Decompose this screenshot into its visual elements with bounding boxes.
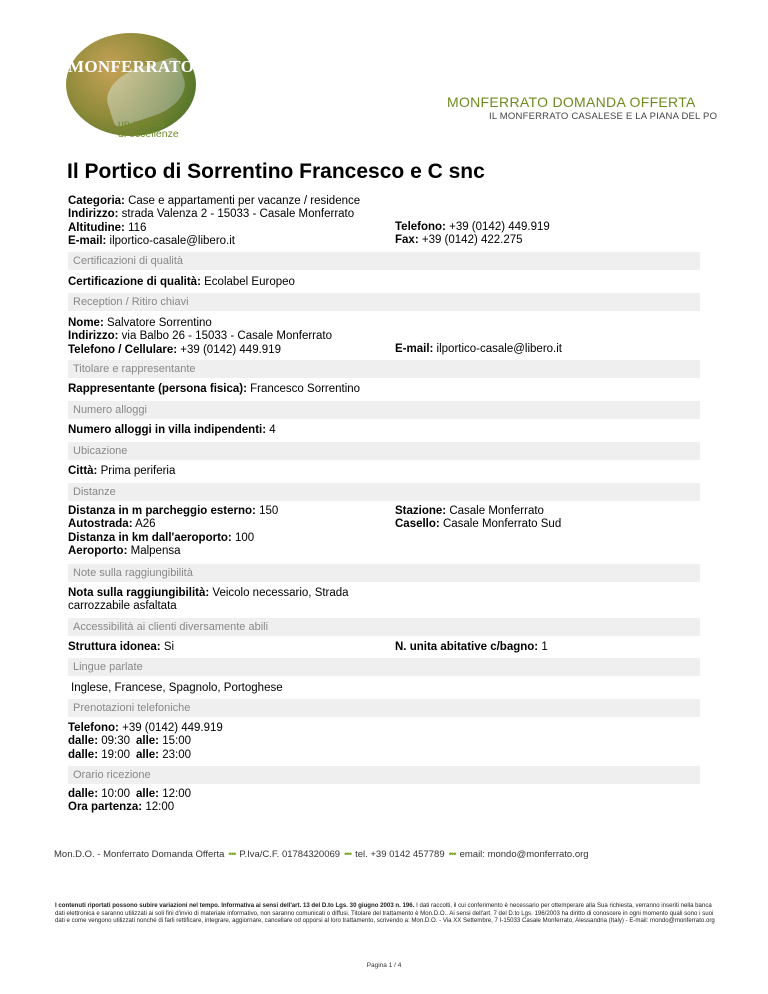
section-lingue: Lingue parlate — [68, 658, 700, 676]
citta-row: Città: Prima periferia — [68, 465, 176, 477]
info-block: Categoria: Case e appartamenti per vacanze / residence Indirizzo: strada Valenza 2 - 15033 - Casale Monferrato Altitudine: 116 E-mail: ilportico-casale@libero.it — [68, 195, 361, 247]
orario-block: dalle: 10:00 alle: 12:00 Ora partenza: 12:00 — [68, 788, 191, 814]
certificazione-row: Certificazione di qualità: Ecolabel Europeo — [68, 276, 295, 288]
alloggi-row: Numero alloggi in villa indipendenti: 4 — [68, 424, 276, 436]
section-reception: Reception / Ritiro chiavi — [68, 293, 700, 311]
page-title: Il Portico di Sorrentino Francesco e C snc — [67, 160, 485, 183]
indirizzo-value: strada Valenza 2 - 15033 - Casale Monferrato — [121, 208, 355, 221]
section-prenotazioni: Prenotazioni telefoniche — [68, 699, 700, 717]
logo-subtitle: un mondo di eccellenze — [118, 118, 179, 140]
telefono-value: +39 (0142) 449.919 — [449, 221, 550, 233]
section-ubicazione: Ubicazione — [68, 442, 700, 460]
bagno-row: N. unita abitative c/bagno: 1 — [395, 641, 548, 653]
privacy-disclaimer: I contenuti riportati possono subire variazioni nel tempo. Informativa ai sensi dell'art. 13 del D.to Lgs. 30 giugno 2003 n. 196. I dati raccolti, il cui conferimento è necessario per ottemperare alla Sua richiesta, verranno inseriti nella banca dati elettronica e saranno utilizzati ai soli fini d'invio di materiale informativo, non saranno comunicati o diffusi. Titolare del trattamento è Mon.D.O.. Ai sensi dell'art. 7 del D.to Lgs. 196/2003 ha diritto di conoscere in ogni momento quali sono i suoi dati e come vengono utilizzati nonché di farli rettificare, integrare, aggiornare, cancellare od opporsi al loro trattamento, scrivendo a: Mon.D.O. - Via XX Settembre, 7 I-15033 Casale Monferrato, Alessandria (Italy) - E-mail: mondo@monferrato.org — [55, 902, 715, 924]
arrow-icon: ••• — [344, 849, 352, 860]
page-number: Pagina 1 / 4 — [366, 962, 402, 969]
section-orario: Orario ricezione — [68, 766, 700, 784]
brand-subtitle: IL MONFERRATO CASALESE E LA PIANA DEL PO — [489, 111, 718, 122]
lingue-value: Inglese, Francese, Spagnolo, Portoghese — [71, 682, 283, 694]
brand-title: MONFERRATO DOMANDA OFFERTA — [447, 94, 696, 110]
section-distanze: Distanze — [68, 483, 700, 501]
section-certificazioni: Certificazioni di qualità — [68, 252, 700, 270]
fax-value: +39 (0142) 422.275 — [421, 234, 523, 247]
prenotazioni-block: Telefono: +39 (0142) 449.919 dalle: 09:30 alle: 15:00 dalle: 19:00 alle: 23:00 — [68, 722, 223, 761]
reception-email: E-mail: ilportico-casale@libero.it — [395, 343, 562, 355]
rappresentante-row: Rappresentante (persona fisica): Francesco Sorrentino — [68, 383, 361, 395]
section-raggiungibilita: Note sulla raggiungibilità — [68, 564, 700, 582]
arrow-icon: ••• — [228, 849, 236, 860]
distanze-block-right: Stazione: Casale Monferrato Casello: Casale Monferrato Sud — [395, 505, 562, 531]
prenotazioni-orario-2: dalle: 19:00 alle: 23:00 — [68, 748, 191, 761]
logo-title: MONFERRATO — [68, 57, 195, 76]
arrow-icon: ••• — [448, 849, 456, 860]
categoria-value: Case e appartamenti per vacanze / residence — [128, 195, 361, 207]
footer-contacts: Mon.D.O. - Monferrato Domanda Offerta ••• P.Iva/C.F. 01784320069 ••• tel. +39 0142 457789 ••• email: mondo@monferrato.org — [54, 849, 589, 860]
altitudine-value: 116 — [128, 221, 147, 234]
section-accessibilita: Accessibilità ai clienti diversamente abili — [68, 618, 700, 636]
reception-block: Nome: Salvatore Sorrentino Indirizzo: via Balbo 26 - 15033 - Casale Monferrato Telefono / Cellulare: +39 (0142) 449.919 — [68, 317, 332, 356]
email-value: ilportico-casale@libero.it — [109, 234, 235, 247]
section-titolare: Titolare e rappresentante — [68, 360, 700, 378]
prenotazioni-orario-1: dalle: 09:30 alle: 15:00 — [68, 735, 191, 748]
contact-block: Telefono: +39 (0142) 449.919 Fax: +39 (0142) 422.275 — [395, 221, 550, 247]
section-alloggi: Numero alloggi — [68, 401, 700, 419]
distanze-block: Distanza in m parcheggio esterno: 150 Autostrada: A26 Distanza in km dall'aeroporto: 100 Aeroporto: Malpensa — [68, 505, 279, 557]
struttura-row: Struttura idonea: Si — [68, 641, 175, 653]
raggiungibilita-row: Nota sulla raggiungibilità: Veicolo necessario, Strada carrozzabile asfaltata — [68, 587, 349, 613]
